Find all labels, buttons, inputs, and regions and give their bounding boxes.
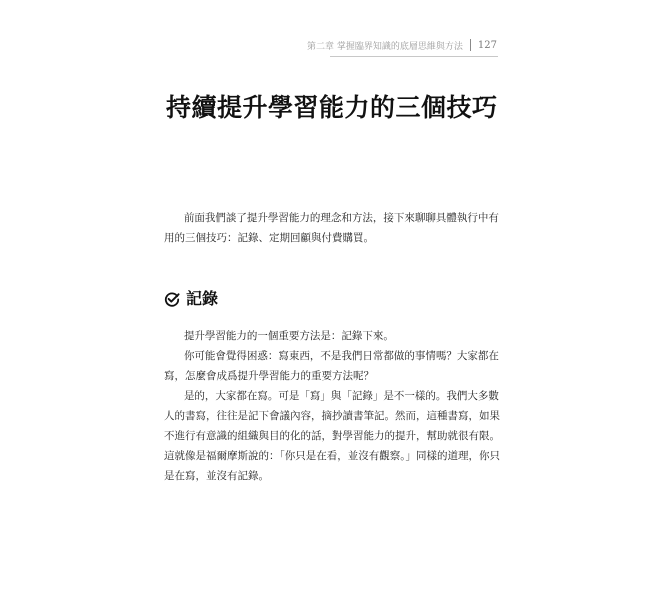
running-header <box>307 38 497 52</box>
check-circle-icon <box>164 291 180 307</box>
page-number: 127 <box>477 39 497 51</box>
section-title: 記錄 <box>186 289 219 308</box>
body-paragraph: 你可能會覺得困惑：寫東西，不是我們日常都做的事情嗎？大家都在寫，怎麼會成爲提升學習能力的重要方法呢？ <box>164 350 499 382</box>
body-paragraph: 是的，大家都在寫。可是「寫」與「記錄」是不一樣的。我們大多數人的書寫，往往是記下會議內容，摘抄讀書筆記。然而，這種書寫，如果不進行有意識的組織與目的化的話，對學習能力的提升，幫助就很有限。這就像是福爾摩斯說的：「你只是在看，並沒有觀察。」同樣的道理，你只是在寫，並沒有記錄。 <box>164 390 500 482</box>
header-separator <box>470 39 471 51</box>
section-body <box>164 326 504 486</box>
section-heading <box>164 289 218 309</box>
header-rule <box>330 56 498 57</box>
intro-paragraph: 前面我們談了提升學習能力的理念和方法，接下來聊聊具體執行中有用的三個技巧：記錄、定期回顧與付費購買。 <box>164 212 499 244</box>
body-paragraph: 提升學習能力的一個重要方法是：記錄下來。 <box>183 330 394 342</box>
page-title: 持續提升學習能力的三個技巧 <box>166 93 498 122</box>
chapter-running-title: 第二章 掌握臨界知識的底層思維與方法 <box>307 41 463 52</box>
